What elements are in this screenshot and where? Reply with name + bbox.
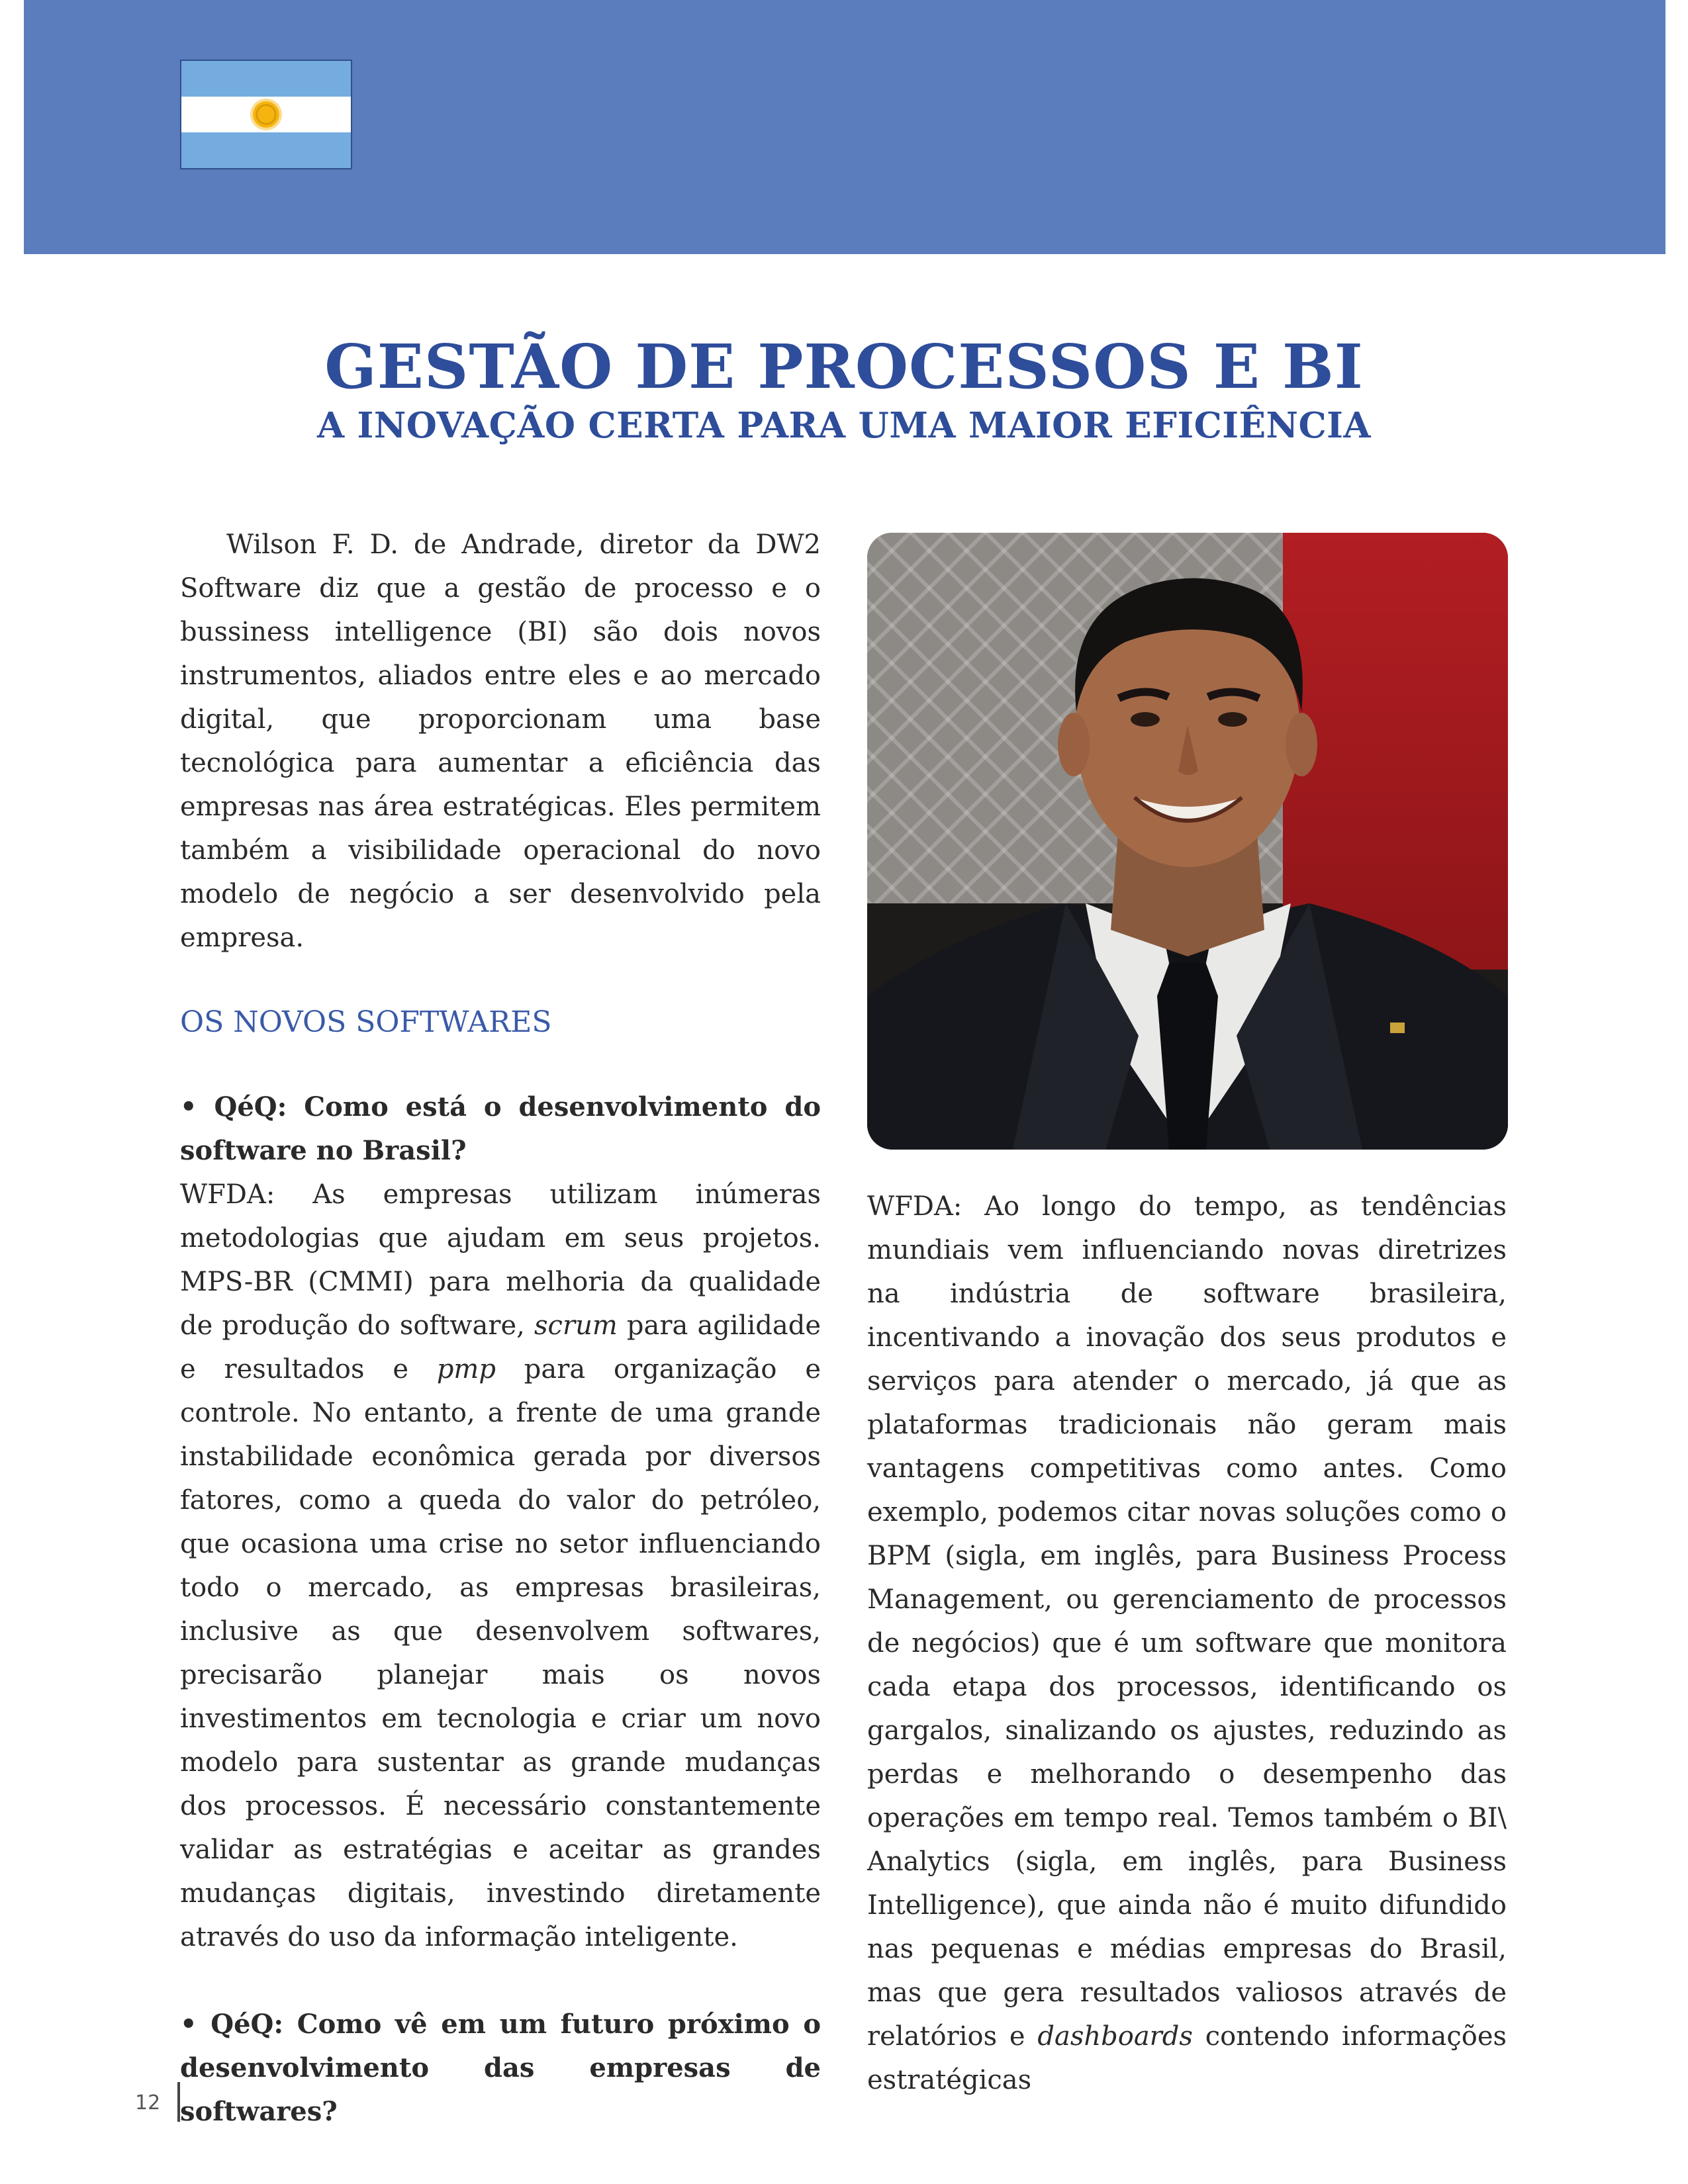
question-1 bbox=[180, 1085, 821, 1173]
answer-1-italic-pmp: pmp bbox=[436, 1354, 496, 1385]
answer-1: WFDA: As empresas utilizam inúmeras metodologias que ajudam em seus projetos. MPS-BR (CMMI) para melhoria da qualidade de produção do software, scrum para agilidade e resultados e pmp para organização e controle. No entanto, a frente de uma grande instabilidade econômica gerada por diversos fatores, como a queda do valor do petróleo, que ocasiona uma crise no setor influenciando todo o mercado, as empresas brasileiras, inclusive as que desenvolvem softwares, precisarão planejar mais os novos investimentos em tecnologia e criar um novo modelo para sustentar as grande mudanças dos processos. É necessário constantemente validar as estratégias e aceitar as grandes mudanças digitais, investindo diretamente através do uso da informação inteligente. bbox=[180, 1179, 821, 1952]
question-2 bbox=[180, 2003, 821, 2134]
page-number: 12 bbox=[135, 2091, 161, 2115]
sun-of-may-icon bbox=[253, 101, 279, 128]
argentina-flag-icon bbox=[180, 60, 352, 169]
article-title: GESTÃO DE PROCESSOS E BI bbox=[324, 331, 1364, 402]
answer-2: WFDA: Ao longo do tempo, as tendências mundiais vem influenciando novas diretrizes na indústria de software brasileira, incentivando a inovação dos seus produtos e serviços para atender o mercado, já que as plataformas tradicionais não geram mais vantagens competitivas como antes. Como exemplo, podemos citar novas soluções como o BPM (sigla, em inglês, para Business Process Management, ou gerenciamento de processos de negócios) que é um software que monitora cada etapa dos processos, identificando os gargalos, sinalizando os ajustes, reduzindo as perdas e melhorando o desempenho das operações em tempo real. Temos também o BI\ Analytics (sigla, em inglês, para Business Intelligence), que ainda não é muito difundido nas pequenas e médias empresas do Brasil, mas que gera resultados valiosos através de relatórios e dashboards contendo informações estratégicas bbox=[867, 1191, 1507, 2095]
page-number-divider bbox=[177, 2082, 180, 2122]
question-2-text: QéQ: Como vê em um futuro próximo o desenvolvimento das empresas de softwares? bbox=[180, 2009, 821, 2127]
left-column bbox=[180, 523, 821, 2134]
article-subtitle: A INOVAÇÃO CERTA PARA UMA MAIOR EFICIÊNCIA bbox=[316, 405, 1372, 446]
lead-paragraph: Wilson F. D. de Andrade, diretor da DW2 Software diz que a gestão de processo e o bussiness intelligence (BI) são dois novos instrumentos, aliados entre eles e ao mercado digital, que proporcionam uma base tecnológica para aumentar a eficiência das empresas nas área estratégicas. Eles permitem também a visibilidade operacional do novo modelo de negócio a ser desenvolvido pela empresa. bbox=[180, 529, 821, 953]
bullet: • bbox=[180, 2009, 197, 2040]
right-column bbox=[867, 1185, 1507, 2102]
answer-1-italic-scrum: scrum bbox=[534, 1310, 618, 1341]
answer-2-italic-dashboards: dashboards bbox=[1037, 2021, 1193, 2052]
bullet: • bbox=[180, 1091, 197, 1122]
section-heading: OS NOVOS SOFTWARES bbox=[180, 1005, 552, 1039]
portrait-photo bbox=[867, 533, 1508, 1150]
question-1-text: QéQ: Como está o desenvolvimento do software no Brasil? bbox=[180, 1091, 821, 1166]
